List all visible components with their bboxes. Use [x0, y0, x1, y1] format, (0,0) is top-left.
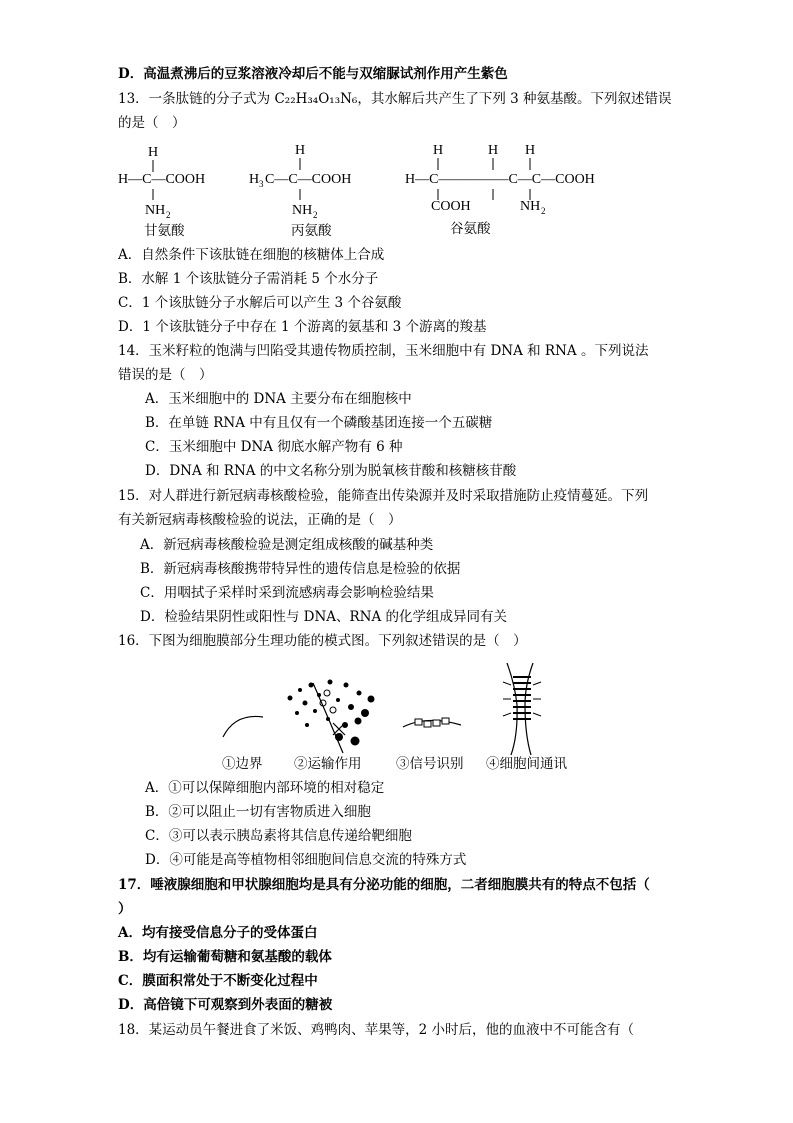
svg-text:COOH: COOH — [431, 199, 471, 214]
svg-text:H: H — [148, 145, 159, 160]
q15-option-c: C．用咽拭子采样时采到流感病毒会影响检验结果 — [140, 585, 434, 601]
q14-stem-line2: 错误的是（ ） — [118, 367, 213, 383]
q12-option-d: D．高温煮沸后的豆浆溶液冷却后不能与双缩脲试剂作用产生紫色 — [118, 66, 508, 82]
q17-stem-line2: ） — [118, 901, 132, 917]
receptor-chain — [415, 718, 449, 727]
svg-text:H: H — [295, 143, 306, 158]
q15-stem-line2: 有关新冠病毒核酸检验的说法，正确的是（ ） — [118, 512, 402, 528]
q17-option-c: C．膜面积常处于不断变化过程中 — [118, 973, 318, 989]
signal-membrane — [403, 720, 461, 727]
membrane-function-diagram — [215, 655, 575, 760]
amino-acid-structures — [115, 138, 615, 238]
q14-option-c: C．玉米细胞中 DNA 彻底水解产物有 6 种 — [145, 439, 403, 455]
q16-option-b: B．②可以阻止一切有害物质进入细胞 — [145, 804, 371, 820]
q13-option-c: C．1 个该肽链分子水解后可以产生 3 个谷氨酸 — [118, 295, 402, 311]
svg-text:H: H — [525, 143, 536, 158]
svg-text:2: 2 — [166, 210, 171, 220]
q17-option-d: D．高倍镜下可观察到外表面的糖被 — [118, 997, 333, 1013]
amino-acid-name-3: 谷氨酸 — [450, 221, 491, 237]
q14-stem-line1: 14．玉米籽粒的饱满与凹陷受其遗传物质控制，玉米细胞中有 DNA 和 RNA 。下列说法 — [118, 343, 649, 359]
amino-acid-name-2: 丙氨酸 — [291, 223, 332, 239]
svg-text:H—C—COOH: H—C—COOH — [118, 172, 206, 187]
q16-stem: 16．下图为细胞膜部分生理功能的模式图。下列叙述错误的是（ ） — [118, 633, 527, 649]
q17-option-b: B．均有运输葡萄糖和氨基酸的载体 — [118, 949, 332, 965]
svg-text:NH: NH — [145, 203, 166, 218]
q14-option-a: A．玉米细胞中的 DNA 主要分布在细胞核中 — [145, 391, 412, 407]
q16-option-d: D．④可能是高等植物相邻细胞间信息交流的特殊方式 — [145, 852, 467, 868]
q16-option-c: C．③可以表示胰岛素将其信息传递给靶细胞 — [145, 828, 412, 844]
q13-stem-line2: 的是（ ） — [118, 115, 186, 131]
svg-text:NH: NH — [292, 203, 313, 218]
q18-stem-line1: 18．某运动员午餐进食了米饭、鸡鸭肉、苹果等，2 小时后，他的血液中不可能含有（ — [118, 1022, 635, 1038]
caption-transport: ②运输作用 — [294, 756, 362, 772]
q17-option-a: A．均有接受信息分子的受体蛋白 — [118, 925, 318, 941]
q13-option-a: A．自然条件下该肽链在细胞的核糖体上合成 — [118, 247, 385, 263]
svg-text:2: 2 — [313, 210, 318, 220]
caption-boundary: ①边界 — [222, 756, 263, 772]
q14-option-d: D．DNA 和 RNA 的中文名称分别为脱氧核苷酸和核糖核苷酸 — [145, 463, 517, 479]
q13-option-d: D．1 个该肽链分子中存在 1 个游离的氨基和 3 个游离的羧基 — [118, 319, 487, 335]
q15-option-b: B．新冠病毒核酸携带特异性的遗传信息是检验的依据 — [140, 561, 461, 577]
q17-stem-line1: 17．唾液腺细胞和甲状腺细胞均是具有分泌功能的细胞，二者细胞膜共有的特点不包括（ — [118, 877, 650, 893]
svg-text:H—C—————C—C—COOH: H—C—————C—C—COOH — [405, 172, 595, 187]
q15-option-a: A．新冠病毒核酸检验是测定组成核酸的碱基种类 — [140, 537, 434, 553]
boundary-membrane — [223, 716, 263, 737]
svg-text:C—C—COOH: C—C—COOH — [265, 172, 352, 187]
caption-signal-recognition: ③信号识别 — [396, 756, 464, 772]
svg-text:H: H — [488, 143, 499, 158]
svg-text:NH: NH — [520, 199, 541, 214]
q16-option-a: A．①可以保障细胞内部环境的相对稳定 — [145, 780, 385, 796]
q14-option-b: B．在单链 RNA 中有且仅有一个磷酸基团连接一个五碳糖 — [145, 415, 493, 431]
q13-option-b: B．水解 1 个该肽链分子需消耗 5 个水分子 — [118, 271, 379, 287]
svg-text:H: H — [433, 143, 444, 158]
svg-text:3: 3 — [259, 179, 264, 189]
q15-option-d: D．检验结果阴性或阳性与 DNA、RNA 的化学组成异同有关 — [140, 609, 508, 625]
caption-cell-communication: ④细胞间通讯 — [486, 756, 567, 772]
q13-stem-line1: 13．一条肽链的分子式为 C₂₂H₃₄O₁₃N₆，其水解后共产生了下列 3 种氨基酸。下列叙述错误 — [118, 91, 672, 107]
svg-text:H: H — [249, 172, 260, 187]
svg-text:2: 2 — [541, 206, 546, 216]
amino-acid-name-1: 甘氨酸 — [144, 223, 185, 239]
q15-stem-line1: 15．对人群进行新冠病毒核酸检验，能筛查出传染源并及时采取措施防止疫情蔓延。下列 — [118, 488, 649, 504]
